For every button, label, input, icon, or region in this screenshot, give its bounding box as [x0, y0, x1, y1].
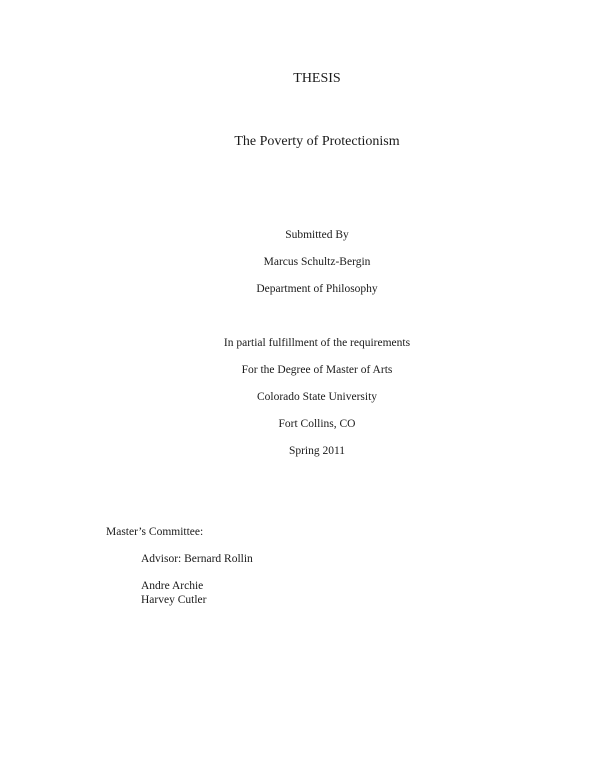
university-name: Colorado State University — [256, 391, 378, 403]
submitted-by-label: Submitted By — [285, 229, 349, 241]
degree-statement: For the Degree of Master of Arts — [241, 364, 393, 376]
committee-member: Andre Archie — [141, 580, 204, 592]
fulfillment-statement: In partial fulfillment of the requirements — [223, 337, 411, 349]
term: Spring 2011 — [288, 445, 346, 457]
department-name: Department of Philosophy — [256, 283, 378, 295]
document-heading: THESIS — [293, 71, 341, 86]
committee-advisor: Advisor: Bernard Rollin — [141, 553, 253, 565]
location: Fort Collins, CO — [278, 418, 356, 430]
committee-label: Master’s Committee: — [106, 526, 204, 538]
author-name: Marcus Schultz-Bergin — [263, 256, 371, 268]
committee-member: Harvey Cutler — [141, 594, 207, 606]
thesis-title: The Poverty of Protectionism — [234, 134, 400, 149]
